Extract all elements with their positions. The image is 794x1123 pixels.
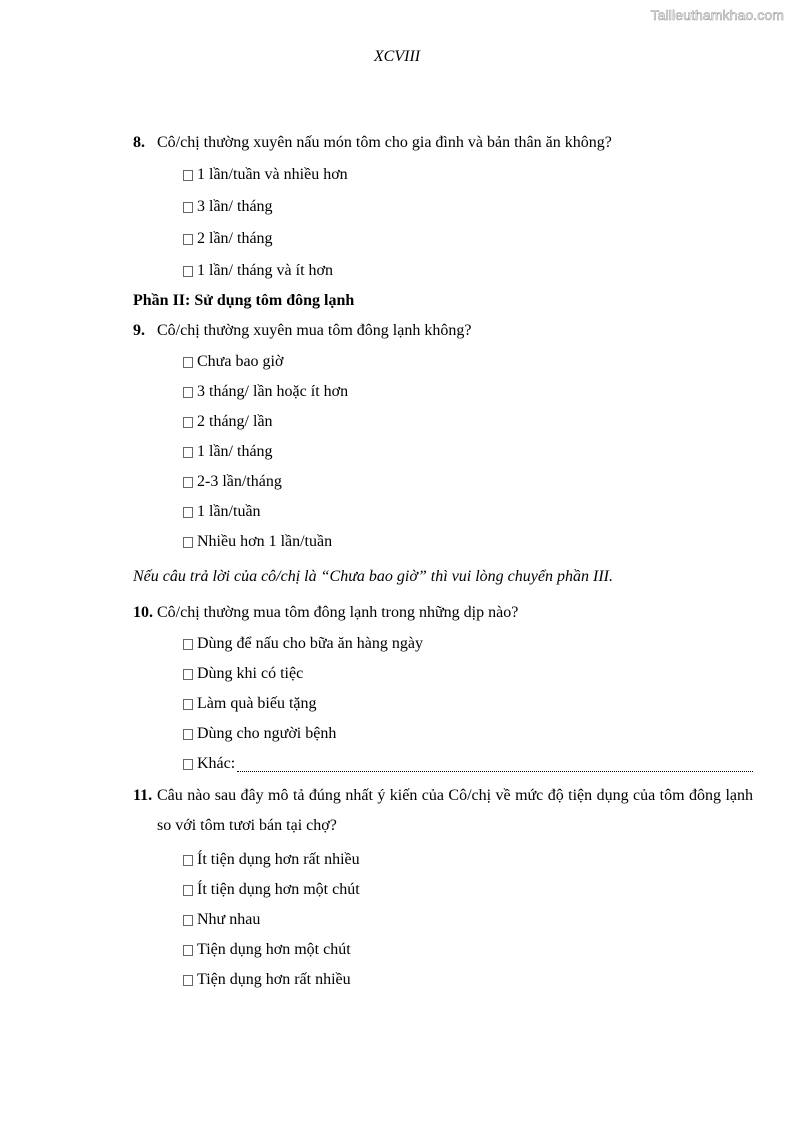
- question-8-number: 8.: [133, 134, 145, 151]
- option-label: Dùng để nấu cho bữa ăn hàng ngày: [197, 635, 423, 652]
- checkbox-icon[interactable]: [183, 266, 193, 277]
- checkbox-icon[interactable]: [183, 915, 193, 926]
- option-item[interactable]: [183, 381, 753, 403]
- option-label: Dùng cho người bệnh: [197, 725, 337, 742]
- checkbox-icon[interactable]: [183, 202, 193, 213]
- question-8-text: Cô/chị thường xuyên nấu món tôm cho gia đình và bản thân ăn không?: [157, 134, 612, 151]
- option-item[interactable]: [183, 879, 753, 901]
- option-item[interactable]: [183, 693, 753, 715]
- question-9-number: 9.: [133, 322, 145, 339]
- checkbox-icon[interactable]: [183, 945, 193, 956]
- option-item[interactable]: [183, 411, 753, 433]
- option-item[interactable]: [183, 663, 753, 685]
- option-item[interactable]: [183, 228, 753, 250]
- question-10-text: Cô/chị thường mua tôm đông lạnh trong những dịp nào?: [157, 604, 519, 621]
- option-label: Nhiều hơn 1 lần/tuần: [197, 533, 333, 550]
- question-11-options: [183, 849, 753, 991]
- option-item[interactable]: [183, 969, 753, 991]
- checkbox-icon[interactable]: [183, 885, 193, 896]
- option-label: 3 lần/ tháng: [197, 198, 273, 215]
- option-label: 3 tháng/ lần hoặc ít hơn: [197, 383, 349, 400]
- option-item[interactable]: [183, 633, 753, 655]
- option-item[interactable]: [183, 723, 753, 745]
- option-item[interactable]: [183, 501, 753, 523]
- checkbox-icon[interactable]: [183, 537, 193, 548]
- checkbox-icon[interactable]: [183, 855, 193, 866]
- checkbox-icon[interactable]: [183, 170, 193, 181]
- skip-instruction-note: Nếu câu trả lời của cô/chị là “Chưa bao giờ” thì vui lòng chuyển phần III.: [133, 568, 613, 585]
- option-item-other[interactable]: [183, 753, 753, 775]
- option-item[interactable]: [183, 909, 753, 931]
- option-label: Ít tiện dụng hơn rất nhiều: [197, 851, 360, 868]
- checkbox-icon[interactable]: [183, 759, 193, 770]
- option-label: 1 lần/ tháng: [197, 443, 273, 460]
- option-item[interactable]: [183, 471, 753, 493]
- option-label-other: Khác:: [197, 755, 236, 772]
- question-9-text: Cô/chị thường xuyên mua tôm đông lạnh không?: [157, 322, 472, 339]
- option-label: Như nhau: [197, 911, 261, 928]
- checkbox-icon[interactable]: [183, 975, 193, 986]
- option-item[interactable]: [183, 531, 753, 553]
- option-item[interactable]: [183, 849, 753, 871]
- question-9: [133, 320, 753, 342]
- option-item[interactable]: [183, 196, 753, 218]
- option-label: Chưa bao giờ: [197, 353, 284, 370]
- question-10: [133, 602, 753, 624]
- checkbox-icon[interactable]: [183, 477, 193, 488]
- checkbox-icon[interactable]: [183, 639, 193, 650]
- checkbox-icon[interactable]: [183, 699, 193, 710]
- option-label: 2 tháng/ lần: [197, 413, 273, 430]
- question-11-text: Câu nào sau đây mô tả đúng nhất ý kiến của Cô/chị về mức độ tiện dụng của tôm đông lạnh so với tôm tươi bán tại chợ?: [157, 787, 753, 834]
- option-label: Tiện dụng hơn một chút: [197, 941, 351, 958]
- question-8-options: [183, 164, 753, 282]
- option-label: Tiện dụng hơn rất nhiều: [197, 971, 351, 988]
- option-label: 2-3 lần/tháng: [197, 473, 282, 490]
- option-item[interactable]: [183, 164, 753, 186]
- option-label: Dùng khi có tiệc: [197, 665, 304, 682]
- question-11: [133, 781, 753, 841]
- question-10-options: [183, 633, 753, 775]
- option-label: 2 lần/ tháng: [197, 230, 273, 247]
- watermark-text: Tailieuthamkhao.com: [650, 7, 784, 23]
- option-label: Ít tiện dụng hơn một chút: [197, 881, 360, 898]
- other-answer-line[interactable]: [237, 757, 753, 772]
- checkbox-icon[interactable]: [183, 447, 193, 458]
- question-9-options: [183, 351, 753, 553]
- page-header-numeral: XCVIII: [373, 48, 421, 65]
- questionnaire-body: [133, 132, 753, 991]
- checkbox-icon[interactable]: [183, 357, 193, 368]
- option-item[interactable]: [183, 939, 753, 961]
- checkbox-icon[interactable]: [183, 417, 193, 428]
- question-11-number: 11.: [133, 787, 153, 804]
- checkbox-icon[interactable]: [183, 669, 193, 680]
- section-2-title: Phần II: Sử dụng tôm đông lạnh: [133, 292, 355, 309]
- question-8: [133, 132, 753, 154]
- option-label: 1 lần/tuần: [197, 503, 261, 520]
- option-label: Làm quà biếu tặng: [197, 695, 317, 712]
- checkbox-icon[interactable]: [183, 729, 193, 740]
- option-item[interactable]: [183, 351, 753, 373]
- option-label: 1 lần/tuần và nhiều hơn: [197, 166, 348, 183]
- option-item[interactable]: [183, 441, 753, 463]
- checkbox-icon[interactable]: [183, 234, 193, 245]
- option-label: 1 lần/ tháng và ít hơn: [197, 262, 333, 279]
- question-10-number: 10.: [133, 604, 153, 621]
- checkbox-icon[interactable]: [183, 507, 193, 518]
- option-item[interactable]: [183, 260, 753, 282]
- checkbox-icon[interactable]: [183, 387, 193, 398]
